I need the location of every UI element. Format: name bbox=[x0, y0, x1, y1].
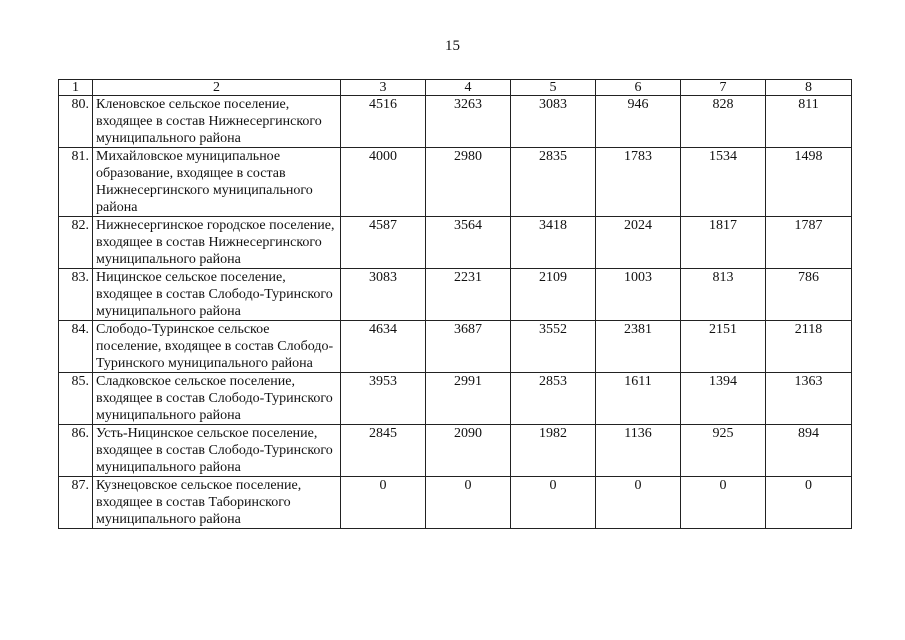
value-cell-col-7: 2151 bbox=[681, 321, 766, 373]
value-cell-col-8: 1787 bbox=[766, 217, 852, 269]
value-cell-col-5: 2109 bbox=[511, 269, 596, 321]
value-cell-col-6: 1611 bbox=[596, 373, 681, 425]
value-cell-col-5: 3083 bbox=[511, 96, 596, 148]
row-number: 86. bbox=[59, 425, 93, 477]
table-row bbox=[59, 217, 852, 269]
value-cell-col-8: 786 bbox=[766, 269, 852, 321]
value-cell-col-4: 2991 bbox=[426, 373, 511, 425]
value-cell-col-6: 2381 bbox=[596, 321, 681, 373]
value-cell-col-5: 1982 bbox=[511, 425, 596, 477]
value-cell-col-6: 1136 bbox=[596, 425, 681, 477]
row-number: 83. bbox=[59, 269, 93, 321]
value-cell-col-7: 1817 bbox=[681, 217, 766, 269]
value-cell-col-5: 2835 bbox=[511, 148, 596, 217]
value-cell-col-3: 3083 bbox=[341, 269, 426, 321]
value-cell-col-6: 1003 bbox=[596, 269, 681, 321]
value-cell-col-3: 4516 bbox=[341, 96, 426, 148]
value-cell-col-6: 946 bbox=[596, 96, 681, 148]
value-cell-col-5: 2853 bbox=[511, 373, 596, 425]
table-header-row bbox=[59, 80, 852, 96]
column-header: 7 bbox=[681, 80, 766, 96]
value-cell-col-7: 1534 bbox=[681, 148, 766, 217]
municipality-name: Сладковское сельское поселение, входящее в состав Слободо-Туринского муниципального района bbox=[93, 373, 341, 425]
value-cell-col-5: 3552 bbox=[511, 321, 596, 373]
row-number: 84. bbox=[59, 321, 93, 373]
value-cell-col-7: 925 bbox=[681, 425, 766, 477]
value-cell-col-7: 0 bbox=[681, 477, 766, 529]
value-cell-col-3: 4000 bbox=[341, 148, 426, 217]
column-header: 4 bbox=[426, 80, 511, 96]
municipality-name: Ницинское сельское поселение, входящее в состав Слободо-Туринского муниципального района bbox=[93, 269, 341, 321]
table-row bbox=[59, 148, 852, 217]
value-cell-col-3: 4634 bbox=[341, 321, 426, 373]
municipality-name: Кленовское сельское поселение, входящее в состав Нижнесергинского муниципального района bbox=[93, 96, 341, 148]
table-row bbox=[59, 425, 852, 477]
column-header: 5 bbox=[511, 80, 596, 96]
municipality-name: Слободо-Туринское сельское поселение, входящее в состав Слободо-Туринского муниципального района bbox=[93, 321, 341, 373]
value-cell-col-3: 2845 bbox=[341, 425, 426, 477]
municipality-name: Усть-Ницинское сельское поселение, входящее в состав Слободо-Туринского муниципального района bbox=[93, 425, 341, 477]
table-row bbox=[59, 96, 852, 148]
value-cell-col-7: 1394 bbox=[681, 373, 766, 425]
value-cell-col-7: 813 bbox=[681, 269, 766, 321]
row-number: 87. bbox=[59, 477, 93, 529]
value-cell-col-4: 0 bbox=[426, 477, 511, 529]
value-cell-col-6: 1783 bbox=[596, 148, 681, 217]
table-body bbox=[59, 96, 852, 529]
value-cell-col-3: 4587 bbox=[341, 217, 426, 269]
municipality-name: Нижнесергинское городское поселение, входящее в состав Нижнесергинского муниципального района bbox=[93, 217, 341, 269]
column-header: 1 bbox=[59, 80, 93, 96]
row-number: 81. bbox=[59, 148, 93, 217]
column-header: 6 bbox=[596, 80, 681, 96]
column-header: 3 bbox=[341, 80, 426, 96]
value-cell-col-3: 0 bbox=[341, 477, 426, 529]
value-cell-col-5: 3418 bbox=[511, 217, 596, 269]
page-number: 15 bbox=[445, 38, 460, 54]
value-cell-col-6: 2024 bbox=[596, 217, 681, 269]
value-cell-col-3: 3953 bbox=[341, 373, 426, 425]
row-number: 82. bbox=[59, 217, 93, 269]
value-cell-col-4: 3564 bbox=[426, 217, 511, 269]
table-row bbox=[59, 477, 852, 529]
value-cell-col-4: 3263 bbox=[426, 96, 511, 148]
value-cell-col-8: 811 bbox=[766, 96, 852, 148]
municipality-name: Михайловское муниципальное образование, входящее в состав Нижнесергинского муниципального района bbox=[93, 148, 341, 217]
table-row bbox=[59, 321, 852, 373]
value-cell-col-8: 894 bbox=[766, 425, 852, 477]
column-header: 2 bbox=[93, 80, 341, 96]
value-cell-col-8: 2118 bbox=[766, 321, 852, 373]
column-header: 8 bbox=[766, 80, 852, 96]
value-cell-col-8: 0 bbox=[766, 477, 852, 529]
value-cell-col-4: 2980 bbox=[426, 148, 511, 217]
value-cell-col-5: 0 bbox=[511, 477, 596, 529]
municipality-name: Кузнецовское сельское поселение, входящее в состав Таборинского муниципального района bbox=[93, 477, 341, 529]
value-cell-col-8: 1363 bbox=[766, 373, 852, 425]
value-cell-col-7: 828 bbox=[681, 96, 766, 148]
table-row bbox=[59, 269, 852, 321]
value-cell-col-6: 0 bbox=[596, 477, 681, 529]
row-number: 80. bbox=[59, 96, 93, 148]
data-table bbox=[58, 79, 852, 529]
table-row bbox=[59, 373, 852, 425]
value-cell-col-4: 2231 bbox=[426, 269, 511, 321]
value-cell-col-4: 3687 bbox=[426, 321, 511, 373]
value-cell-col-4: 2090 bbox=[426, 425, 511, 477]
value-cell-col-8: 1498 bbox=[766, 148, 852, 217]
row-number: 85. bbox=[59, 373, 93, 425]
